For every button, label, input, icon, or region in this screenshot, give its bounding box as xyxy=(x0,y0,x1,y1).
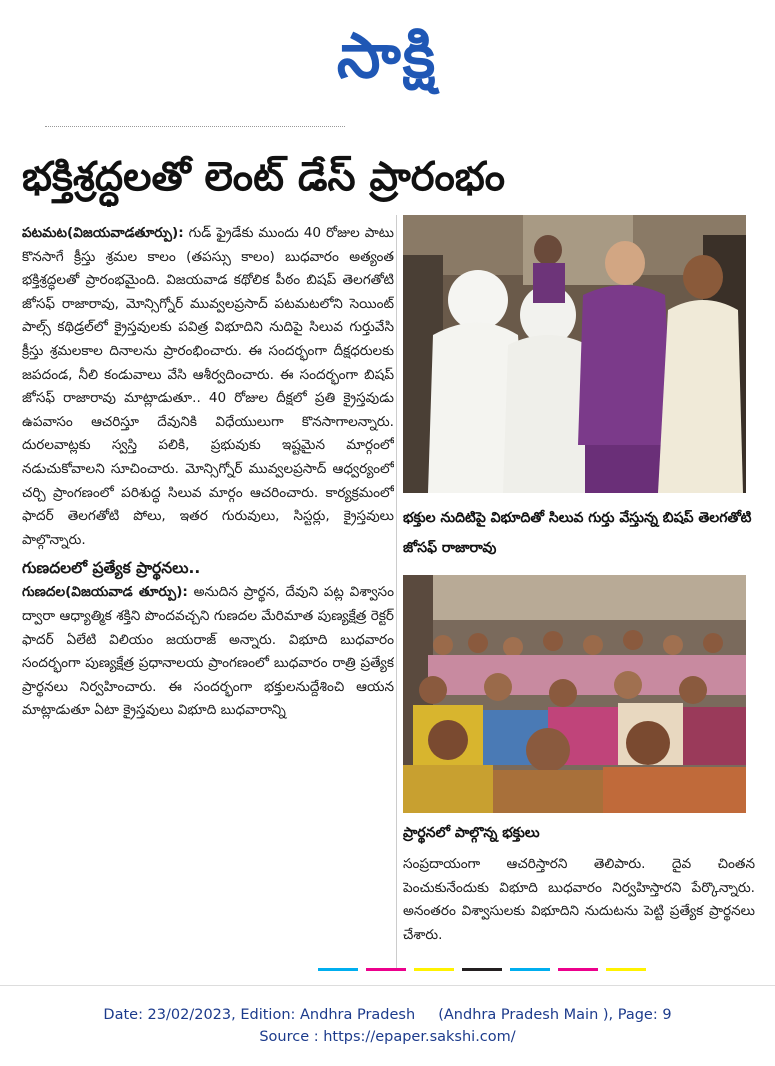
photo-bishop-ash-wednesday xyxy=(403,215,746,493)
dateline-patamata: పటమట(విజయవాడతూర్పు): xyxy=(22,225,184,241)
registration-color-bar xyxy=(318,956,698,962)
article-headline: భక్తిశ్రద్ధలతో లెంట్ డేస్ ప్రారంభం xyxy=(22,154,506,200)
masthead xyxy=(0,0,775,118)
black-swatch xyxy=(462,968,502,971)
magenta-swatch xyxy=(366,968,406,971)
article-right-column xyxy=(403,853,755,973)
top-dotted-rule xyxy=(45,126,345,133)
sakshi-logo: సాక్షి xyxy=(336,19,438,92)
footer-source-link[interactable]: Source : https://epaper.sakshi.com/ xyxy=(259,1029,516,1045)
page-bottom-rule xyxy=(0,985,775,986)
photo-congregation-prayer xyxy=(403,575,746,813)
source-footer xyxy=(0,1004,775,1048)
paragraph-patamata-text: గుడ్ ఫ్రైడేకు ముందు 40 రోజుల పాటు కొనసాగే క్రీస్తు శ్రమల కాలం (తపస్సు కాలం) బుధవారం అత్యంత భక్తిశ్రద్ధలతో ప్రారంభమైంది. విజయవాడ కథోలిక పీఠం బిషప్ తెలగతోటి జోసఫ్ రాజారావు, మోన్సిగ్నోర్ మువ్వలప్రసాద్ పటమటలోని సెయింట్ పాల్స్ కథిడ్రల్‌లో క్రైస్తవులకు పవిత్ర విభూదిని నుదిపై సిలువ గుర్తువేసి క్రీస్తు శ్రమలకాల దినాలను ప్రారంభించారు. ఈ సందర్భంగా దీక్షధరులకు జపదండ, నీలి కండువాలు వేసి ఆశీర్వదించారు. ఈ సందర్భంగా బిషప్ జోసఫ్ రాజారావు మాట్లాడుతూ.. 40 రోజుల దీక్షలో ప్రతి క్రైస్తవుడు ఉపవాసం ఆచరిస్తూ దేవునికి విధేయులుగా కొనసాగాలన్నారు. దురలవాట్లకు స్వస్తి పలికి, ప్రభువుకు ఇష్టమైన మార్గంలో నడుచుకోవాలని సూచించారు. మోన్సిగ్నోర్ మువ్వలప్రసాద్ ఆధ్వర్యంలో చర్చి ప్రాంగణంలో పరిశుద్ధ సిలువ మార్గం ఆచరించారు. కార్యక్రమంలో ఫాదర్ తెలగతోటి పోలు, ఇతర గురువులు, సిస్టర్లు, క్రైస్తవులు పాల్గొన్నారు. xyxy=(22,225,394,548)
dateline-gunadala: గుణదల(విజయవాడ తూర్పు): xyxy=(22,584,188,601)
article-left-column xyxy=(22,222,394,970)
yellow-swatch-2 xyxy=(606,968,646,971)
paragraph-gunadala-text: అనుదిన ప్రార్థన, దేవుని పట్ల విశ్వాసం ద్వారా ఆధ్యాత్మిక శక్తిని పొందవచ్చని గుణదల మేరిమాత పుణ్యక్షేత్ర రెక్టర్ ఫాదర్ ఏలేటి విలియం జయరాజ్ అన్నారు. విభూది బుధవారం సందర్భంగా పుణ్యక్షేత్ర ప్రధానాలయ ప్రాంగణంలో బుధవారం రాత్రి ప్రత్యేక ప్రార్థనలు నిర్వహించారు. ఈ సందర్భంగా భక్తులనుద్దేశించి ఆయన మాట్లాడుతూ ఏటా క్రైస్తవులు విభూది బుధవారాన్ని xyxy=(22,584,394,719)
photo1-caption: భక్తుల నుదిటిపై విభూదితో సిలువ గుర్తు వేస్తున్న బిషప్ తెలగతోటి జోసఫ్ రాజారావు xyxy=(403,510,752,556)
photo-congregation-illustration xyxy=(403,575,746,813)
cyan-swatch xyxy=(318,968,358,971)
yellow-swatch xyxy=(414,968,454,971)
paragraph-patamata xyxy=(22,222,394,552)
column-divider xyxy=(396,215,397,970)
subheading-gunadala: గుణదలలో ప్రత్యేక ప్రార్థనలు.. xyxy=(22,559,201,578)
photo2-caption: ప్రార్థనలో పాల్గొన్న భక్తులు xyxy=(403,825,540,841)
cyan-swatch-2 xyxy=(510,968,550,971)
photo-bishop-illustration xyxy=(403,215,746,493)
paragraph-continuation: సంప్రదాయంగా ఆచరిస్తారని తెలిపారు. దైవ చింతన పెంచుకునేందుకు విభూది బుధవారం నిర్వహిస్తారని పేర్కొన్నారు. అనంతరం విశ్వాసులకు విభూదిని నుదుటను పెట్టి ప్రత్యేక ప్రార్థనలు చేశారు. xyxy=(403,856,755,943)
footer-date-edition: Date: 23/02/2023, Edition: Andhra Pradesh (Andhra Pradesh Main ), Page: 9 xyxy=(103,1007,672,1023)
magenta-swatch-2 xyxy=(558,968,598,971)
paragraph-gunadala xyxy=(22,581,394,723)
